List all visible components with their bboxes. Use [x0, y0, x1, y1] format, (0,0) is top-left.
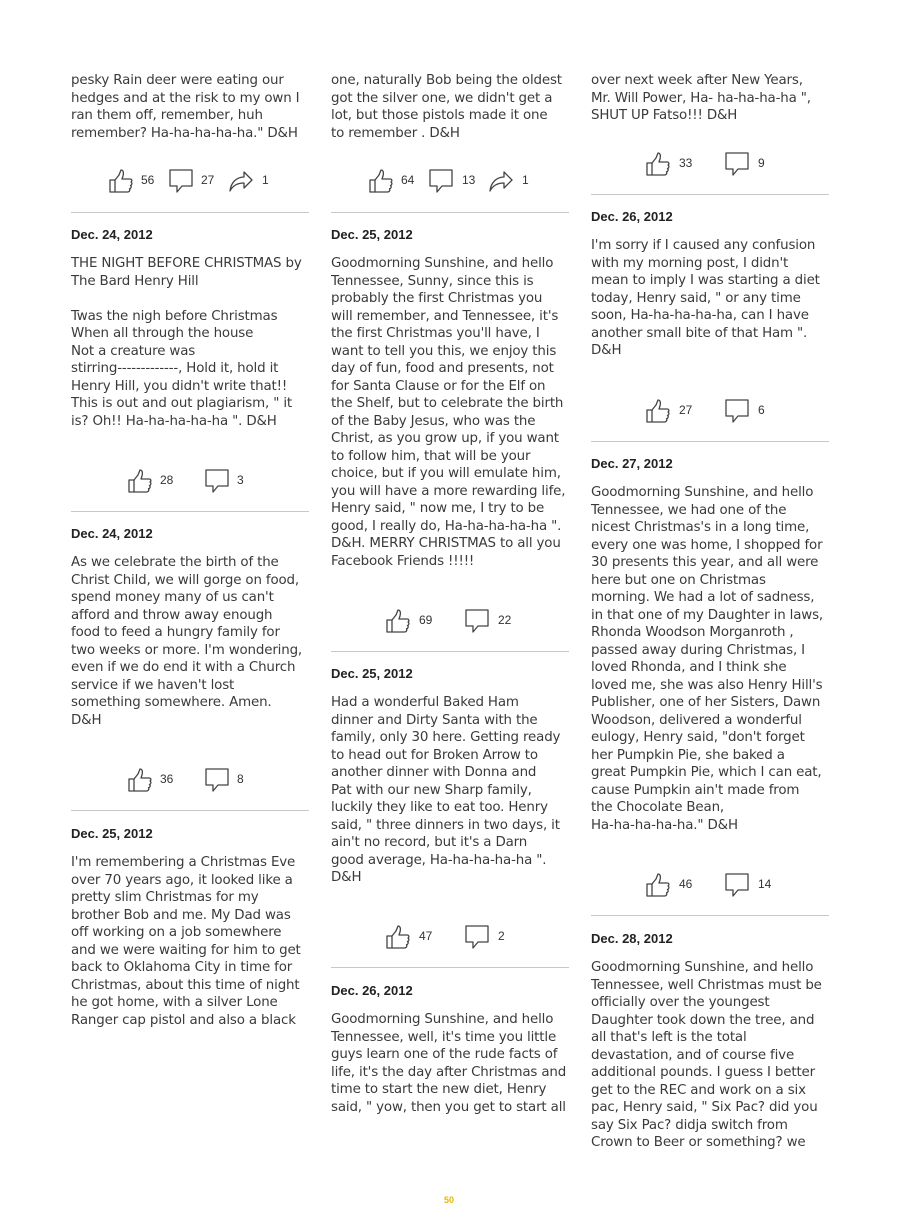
post-divider — [591, 915, 829, 916]
comment-count: 2 — [498, 929, 505, 943]
like-count: 56 — [141, 173, 155, 187]
post-text: one, naturally Bob being the oldest got the silver one, we didn't get a lot, but those pistols made it one to remember . D&H — [331, 73, 562, 141]
comment-icon[interactable] — [168, 168, 194, 194]
post-divider — [331, 212, 569, 213]
post-date: Dec. 25, 2012 — [331, 666, 413, 681]
share-count: 1 — [522, 173, 529, 187]
post-fragment — [71, 72, 309, 142]
like-icon[interactable] — [368, 168, 394, 194]
post-date: Dec. 27, 2012 — [591, 456, 673, 471]
post-date: Dec. 25, 2012 — [331, 227, 413, 242]
post-divider — [591, 441, 829, 442]
post-text: Goodmorning Sunshine, and hello Tennessee, we had one of the nicest Christmas's in a long time, every one was home, I shopped for 30 presents this year, and all were here but one on Christmas morning. We had a lot of sadness, in that one of my Daughter in laws, Rhonda Woodson Morganroth , passed away during Christmas, I loved Rhonda, and I think she loved me, she was also Henry Hill's Publisher, one of her Sisters, Dawn Woodson, delivered a wonderful eulogy, Henry said, "don't forget her Pumpkin Pie, she baked a great Pumpkin Pie, which I can eat, cause Pumpkin ain't made from the Chocolate Bean, Ha-ha-ha-ha-ha." D&H — [591, 485, 824, 833]
like-icon[interactable] — [127, 767, 153, 793]
like-icon[interactable] — [127, 468, 153, 494]
like-icon[interactable] — [108, 168, 134, 194]
post — [331, 226, 569, 570]
reaction-bar — [331, 922, 569, 952]
post — [591, 208, 829, 360]
post-divider — [591, 194, 829, 195]
post-divider — [331, 651, 569, 652]
reaction-bar — [331, 606, 569, 636]
post — [331, 982, 569, 1116]
post-date: Dec. 24, 2012 — [71, 227, 153, 242]
like-count: 64 — [401, 173, 415, 187]
post-text: I'm sorry if I caused any confusion with my morning post, I didn't mean to imply I was starting a diet today, Henry said, " or any time soon, Ha-ha-ha-ha-ha, can I have another small bite of that Ham ". D&H — [591, 238, 820, 358]
post-text: I'm remembering a Christmas Eve over 70 years ago, it looked like a pretty slim Christmas for my brother Bob and me. My Dad was off working on a job somewhere and we were waiting for him to get back to Oklahoma City in time for Christmas, about this time of night he got home, with a silver Lone Ranger cap pistol and also a black — [71, 855, 301, 1028]
like-icon[interactable] — [645, 398, 671, 424]
reaction-bar — [71, 166, 309, 196]
comment-icon[interactable] — [724, 398, 750, 424]
share-icon[interactable] — [488, 168, 514, 194]
like-count: 33 — [679, 156, 693, 170]
post — [331, 665, 569, 887]
comment-count: 9 — [758, 156, 765, 170]
post-text: Goodmorning Sunshine, and hello Tennessee, well, it's time you little guys learn one of the rude facts of life, it's the day after Christmas and time to start the new diet, Henry said, " yow, then you get to start all — [331, 1012, 567, 1115]
reaction-bar — [591, 149, 829, 179]
comment-count: 22 — [498, 613, 512, 627]
post-date: Dec. 26, 2012 — [591, 209, 673, 224]
comment-count: 27 — [201, 173, 215, 187]
post — [71, 226, 309, 430]
like-count: 36 — [160, 772, 174, 786]
comment-icon[interactable] — [204, 767, 230, 793]
reaction-bar — [591, 870, 829, 900]
post-fragment — [331, 72, 569, 142]
like-icon[interactable] — [385, 924, 411, 950]
post — [591, 455, 829, 834]
reaction-bar — [591, 396, 829, 426]
like-count: 46 — [679, 877, 693, 891]
like-icon[interactable] — [645, 872, 671, 898]
comment-icon[interactable] — [204, 468, 230, 494]
post-divider — [71, 511, 309, 512]
post-divider — [71, 212, 309, 213]
comment-count: 3 — [237, 473, 244, 487]
reaction-bar — [71, 466, 309, 496]
comment-count: 8 — [237, 772, 244, 786]
reaction-bar — [331, 166, 569, 196]
post-text: over next week after New Years, Mr. Will Power, Ha- ha-ha-ha-ha ", SHUT UP Fatso!!! D&H — [591, 73, 811, 123]
comment-icon[interactable] — [724, 872, 750, 898]
comment-count: 13 — [462, 173, 476, 187]
post-text: Goodmorning Sunshine, and hello Tennessee, well Christmas must be officially over the youngest Daughter took down the tree, and all that's left is the total devastation, and of course five additional pounds. I guess I better get to the REC and work on a six pac, Henry said, " Six Pac? did you say Six Pac? didja switch from Crown to Beer or something? we — [591, 960, 822, 1150]
page-number: 50 — [443, 1195, 454, 1205]
share-count: 1 — [262, 173, 269, 187]
post-text: THE NIGHT BEFORE CHRISTMAS by The Bard Henry Hill Twas the nigh before Christmas When all through the house Not a creature was stirring-------------, Hold it, hold it Henry Hill, you didn't write that!! This is out and out plagiarism, " it is? Oh!! Ha-ha-ha-ha-ha ". D&H — [71, 256, 302, 429]
like-count: 27 — [679, 403, 693, 417]
comment-count: 14 — [758, 877, 772, 891]
post-divider — [331, 967, 569, 968]
post — [71, 825, 309, 1029]
reaction-bar — [71, 765, 309, 795]
comment-icon[interactable] — [464, 608, 490, 634]
comment-icon[interactable] — [464, 924, 490, 950]
comment-count: 6 — [758, 403, 765, 417]
post-date: Dec. 28, 2012 — [591, 931, 673, 946]
post-text: Goodmorning Sunshine, and hello Tennessee, Sunny, since this is probably the first Christmas you will remember, and Tennessee, it's the first Christmas you'll have, I want to tell you this, we enjoy this day of fun, food and presents, not for Santa Clause or for the Elf on the Shelf, but to celebrate the birth of the Baby Jesus, who was the Christ, as you grow up, if you want to follow him, that will be your choice, but if you will emulate him, you will have a more rewarding life, Henry said, " now me, I try to be good, I really do, Ha-ha-ha-ha-ha ". D&H. MERRY CHRISTMAS to all you Facebook Friends !!!!! — [331, 256, 566, 569]
share-icon[interactable] — [228, 168, 254, 194]
like-icon[interactable] — [385, 608, 411, 634]
post-text: Had a wonderful Baked Ham dinner and Dirty Santa with the family, only 30 here. Getting ready to head out for Broken Arrow to another dinner with Donna and Pat with our new Sharp family, luckily they like to eat too. Henry said, " three dinners in two days, it ain't no record, but it's a Darn good average, Ha-ha-ha-ha-ha ". D&H — [331, 695, 561, 885]
comment-icon[interactable] — [428, 168, 454, 194]
like-count: 69 — [419, 613, 433, 627]
post — [591, 930, 829, 1152]
like-count: 47 — [419, 929, 433, 943]
post — [71, 525, 309, 729]
like-count: 28 — [160, 473, 174, 487]
post-date: Dec. 25, 2012 — [71, 826, 153, 841]
post-divider — [71, 810, 309, 811]
post-fragment — [591, 72, 829, 125]
post-text: As we celebrate the birth of the Christ Child, we will gorge on food, spend money many of us can't afford and throw away enough food to feed a hungry family for two weeks or more. I'm wondering, even if we do end it with a Church service if we haven't lost something somewhere. Amen. D&H — [71, 555, 303, 728]
post-date: Dec. 24, 2012 — [71, 526, 153, 541]
post-text: pesky Rain deer were eating our hedges and at the risk to my own I ran them off, remember, huh remember? Ha-ha-ha-ha-ha." D&H — [71, 73, 300, 141]
like-icon[interactable] — [645, 151, 671, 177]
comment-icon[interactable] — [724, 151, 750, 177]
post-date: Dec. 26, 2012 — [331, 983, 413, 998]
